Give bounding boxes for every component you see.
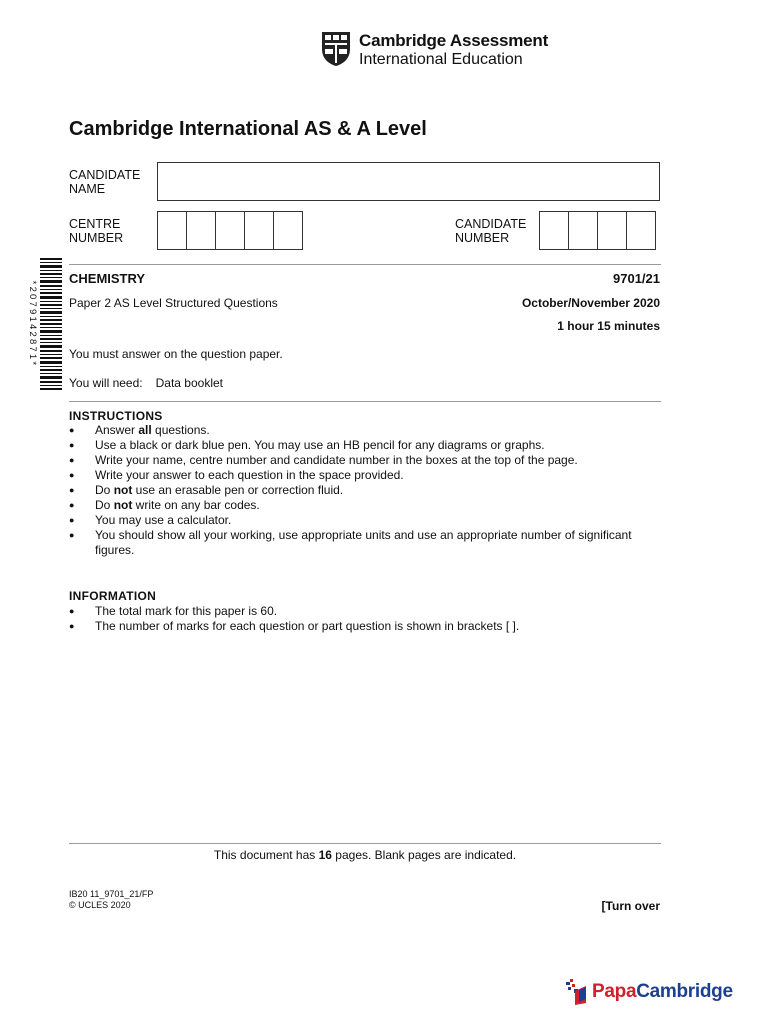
digit-box[interactable] — [273, 211, 303, 250]
list-item: ● You should show all your working, use appropriate units and use an appropriate number of significant figures. — [69, 528, 661, 558]
papacambridge-watermark — [566, 979, 733, 1005]
divider — [69, 401, 661, 402]
papacambridge-logo-icon — [566, 979, 588, 1005]
digit-box[interactable] — [568, 211, 598, 250]
instructions-list — [69, 423, 661, 558]
answer-note: You must answer on the question paper. — [69, 347, 283, 361]
centre-number-label: CENTRE NUMBER — [69, 217, 124, 245]
org-name-line1: Cambridge Assessment — [359, 31, 549, 50]
document-reference: IB20 11_9701_21/FP — [69, 889, 154, 899]
barcode-text: *2079142871* — [27, 280, 38, 368]
centre-number-boxes[interactable] — [157, 211, 303, 250]
candidate-number-label: CANDIDATE NUMBER — [455, 217, 527, 245]
instructions-heading: INSTRUCTIONS — [69, 409, 163, 423]
list-item: ● Use a black or dark blue pen. You may use an HB pencil for any diagrams or graphs. — [69, 438, 661, 453]
list-item: ● The total mark for this paper is 60. — [69, 604, 661, 619]
divider — [69, 264, 661, 265]
subject-name: CHEMISTRY — [69, 271, 146, 286]
digit-box[interactable] — [244, 211, 274, 250]
page-title: Cambridge International AS & A Level — [69, 118, 427, 140]
divider — [69, 843, 661, 844]
exam-session: October/November 2020 — [521, 296, 660, 310]
information-list — [69, 604, 661, 634]
list-item: ● The number of marks for each question or part question is shown in brackets [ ]. — [69, 619, 661, 634]
digit-box[interactable] — [539, 211, 569, 250]
digit-box[interactable] — [626, 211, 656, 250]
cambridge-logo — [321, 31, 548, 70]
exam-duration: 1 hour 15 minutes — [557, 319, 660, 333]
page-count-note: This document has 16 pages. Blank pages are indicated. — [213, 848, 517, 862]
turn-over-label: [Turn over — [601, 899, 660, 913]
digit-box[interactable] — [157, 211, 187, 250]
candidate-name-label: CANDIDATE NAME — [69, 168, 141, 196]
list-item: ● Write your name, centre number and candidate number in the boxes at the top of the page. — [69, 453, 661, 468]
list-item: ● You may use a calculator. — [69, 513, 661, 528]
papacambridge-wordmark: PapaCambridge — [592, 981, 733, 1002]
candidate-number-boxes[interactable] — [539, 211, 656, 250]
digit-box[interactable] — [215, 211, 245, 250]
list-item: ● Write your answer to each question in the space provided. — [69, 468, 661, 483]
list-item: ● Do not use an erasable pen or correction fluid. — [69, 483, 661, 498]
paper-code: 9701/21 — [613, 271, 660, 286]
list-item: ● Do not write on any bar codes. — [69, 498, 661, 513]
digit-box[interactable] — [597, 211, 627, 250]
org-name-line2: International Education — [359, 51, 523, 68]
candidate-name-field[interactable] — [157, 162, 660, 201]
barcode — [26, 256, 62, 397]
copyright-notice: © UCLES 2020 — [69, 900, 131, 910]
list-item: ● Answer all questions. — [69, 423, 661, 438]
materials-needed: You will need: Data booklet — [69, 376, 224, 390]
cambridge-crest-icon — [321, 31, 351, 67]
paper-title: Paper 2 AS Level Structured Questions — [69, 296, 278, 310]
information-heading: INFORMATION — [69, 589, 157, 603]
digit-box[interactable] — [186, 211, 216, 250]
